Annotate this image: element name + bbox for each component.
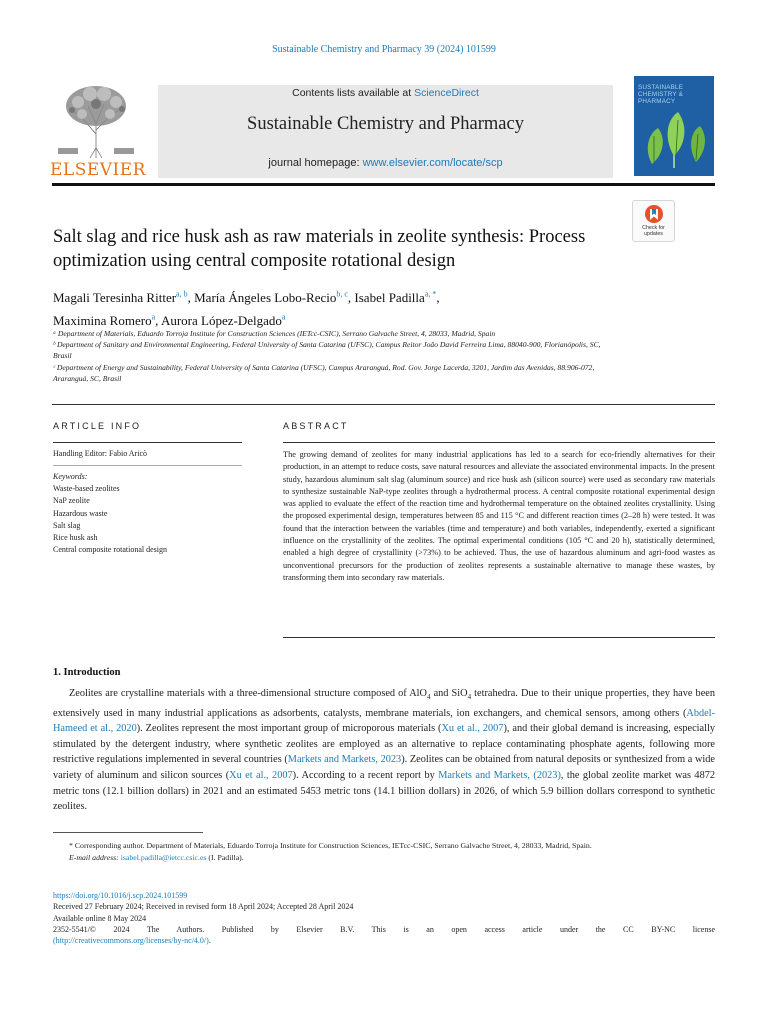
- article-info-divider: [53, 465, 242, 466]
- check-updates-label: Check for updates: [642, 225, 665, 237]
- cover-title: SUSTAINABLE CHEMISTRY & PHARMACY: [638, 84, 684, 105]
- keywords-heading: Keywords:: [53, 472, 88, 481]
- citation-link[interactable]: Abdel-Hameed et al., 2020: [53, 707, 715, 735]
- introduction-heading: 1. Introduction: [53, 667, 121, 678]
- author[interactable]: Maximina Romero$^a$,: [53, 312, 161, 328]
- author[interactable]: Magali Teresinha Ritter$^{a, b}$,: [53, 290, 195, 306]
- sciencedirect-link[interactable]: ScienceDirect: [414, 87, 479, 99]
- citation-link[interactable]: Xu et al., 2007: [441, 723, 504, 735]
- author-list: [53, 285, 653, 330]
- article-info-rule: [53, 442, 242, 443]
- affiliation-a: ᵃ Department of Materials, Eduardo Torroja Institute for Construction Sciences (IETcc-CSIC), Serrano Galvache Street, 4, 28033, Madrid, Spain: [53, 329, 496, 338]
- email-line: E-mail address: isabel.padilla@ietcc.csic.es (I. Padilla).: [69, 853, 244, 862]
- keyword: Rice husk ash: [53, 533, 98, 543]
- abstract-bottom-rule: [283, 637, 715, 638]
- journal-title: Sustainable Chemistry and Pharmacy: [247, 114, 524, 134]
- journal-banner: [158, 85, 613, 178]
- header-rule: [52, 183, 715, 186]
- handling-editor: Handling Editor: Fabio Aricò: [53, 449, 147, 458]
- introduction-paragraph: Zeolites are crystalline materials with a three-dimensional structure composed of AlO$_4$ and SiO$_4$ tetrahedra. Due to their unique properties, they have been extensively used in many industrial applications as adsorbents, catalysts, membrane materials, ion exchangers, and chemical sensors, among others (Abdel-Hameed et al., 2020). Zeolites represent the most important group of microporous materials (Xu et al., 2007), and their global demand is increasing, especially stimulated by the detergent industry, where synthetic zeolites are employed as an alternative to replace contaminating phosphate agents, following more restrictive regulations implemented in several countries (Markets and Markets, 2023). Zeolites can be obtained from natural deposits or synthesized from a wide variety of aluminum and silicon sources (Xu et al., 2007). According to a recent report by Markets and Markets, (2023), the global zeolite market was 4872 metric tons (12.1 billion dollars) in 2021 and an estimated 5453 metric tons (14.1 billion dollars) in 2026, of which 5.9 billion dollars correspond to synthetic zeolites.: [53, 688, 716, 813]
- keyword: NaP zeolite: [53, 496, 90, 506]
- article-title: Salt slag and rice husk ash as raw materials in zeolite synthesis: Process optimization using central composite rotational design: [53, 227, 586, 271]
- affiliations: [53, 328, 618, 384]
- homepage-line: [158, 157, 613, 169]
- author-email-link[interactable]: isabel.padilla@ietcc.csic.es: [120, 853, 207, 862]
- license-statement: 2352-5541/© 2024 The Authors. Published by Elsevier B.V. This is an open access article under the CC BY-NC license: [53, 924, 715, 934]
- keyword: Central composite rotational design: [53, 545, 167, 555]
- doi-link[interactable]: https://doi.org/10.1016/j.scp.2024.101599: [53, 891, 188, 900]
- contents-line: [158, 87, 613, 99]
- footnotes: [53, 840, 715, 864]
- keyword: Waste-based zeolites: [53, 484, 120, 494]
- corresponding-author-note: * Corresponding author. Department of Materials, Eduardo Torroja Institute for Construction Sciences, IETcc-CSIC, Serrano Galvache Street, 4, 28033, Madrid, Spain.: [69, 841, 592, 850]
- received-dates: Received 27 February 2024; Received in revised form 18 April 2024; Accepted 28 April 2024: [53, 902, 354, 912]
- homepage-prefix: journal homepage:: [268, 157, 363, 169]
- journal-citation: Sustainable Chemistry and Pharmacy 39 (2024) 101599: [272, 44, 496, 55]
- available-online: Available online 8 May 2024: [53, 913, 147, 923]
- abstract-text: The growing demand of zeolites for many industrial applications has led to a search for eco-friendly alternatives for their production, in an attempt to reduce costs, save natural resources and alleviate the associated environmental impacts. In the present study, hazardous aluminum salt slag (aluminum source) and rice husk ash (silicon source) were used as secondary raw materials to synthesize sustainable NaP-type zeolites through a hydrothermal process. A central composite rotational experimental design was applied to evaluate the effect of the reaction time and hydrothermal temperature on the obtained zeolites crystallinity. Using the proposed experimental design, temperatures between 85 and 115 °C and different reaction times (2–28 h) were tested. It was found that the interaction between the variables (time and temperature) and both variables, independently, exerted a significant influence on the crystallinity of the zeolites. The optimal experimental conditions (105 °C and 20 h), statistically determined, enabled a high degree of crystallinity (>73%) to be achieved. Thus, the use of hazardous aluminum and agri-food wastes as unconventional precursors for the production of zeolites represents a sustainable alternative to manage these wastes, by transforming them into secondary raw materials.: [283, 450, 715, 582]
- section-rule: [52, 404, 715, 405]
- check-for-updates-button[interactable]: [632, 200, 675, 242]
- contents-prefix: Contents lists available at: [292, 87, 415, 99]
- author[interactable]: Aurora López-Delgado$^a$: [160, 312, 286, 328]
- citation-link[interactable]: Markets and Markets, 2023: [287, 754, 402, 766]
- citation-link[interactable]: Markets and Markets, (2023): [438, 770, 561, 782]
- author[interactable]: Isabel Padilla$^{a, *}$,: [354, 290, 440, 306]
- cover-leaves-icon: [634, 76, 714, 176]
- author[interactable]: María Ángeles Lobo-Recio$^{b, c}$,: [194, 290, 355, 306]
- license-link[interactable]: (http://creativecommons.org/licenses/by-nc/4.0/): [53, 936, 209, 946]
- elsevier-wordmark: ELSEVIER: [50, 160, 146, 180]
- affiliation-b: ᵇ Department of Sanitary and Environmental Engineering, Federal University of Santa Catarina (UFSC), Campus Reitor João David Ferreira Lima, 88040-900, Florianópolis, SC, Brasil: [53, 340, 601, 361]
- keyword: Hazardous waste: [53, 508, 108, 518]
- footnote-rule: [53, 832, 203, 833]
- keyword: Salt slag: [53, 520, 81, 530]
- journal-cover[interactable]: [634, 76, 714, 176]
- article-info-heading: ARTICLE INFO: [53, 421, 142, 431]
- introduction-body: [53, 686, 715, 815]
- abstract-rule: [283, 442, 715, 443]
- keywords-block: [53, 471, 243, 556]
- abstract-heading: ABSTRACT: [283, 421, 349, 431]
- publication-info: https://doi.org/10.1016/j.scp.2024.101599 Received 27 February 2024; Received in revised form 18 April 2024; Accepted 28 April 2024 Available online 8 May 2024 2352-5541/© 2024 The Authors. Published by Elsevier B.V. This is an open access article under the CC BY-NC license (http://creativecommons.org/licenses/by-nc/4.0/).: [53, 891, 715, 946]
- citation-link[interactable]: Xu et al., 2007: [229, 770, 293, 782]
- journal-homepage-link[interactable]: www.elsevier.com/locate/scp: [362, 157, 503, 169]
- affiliation-c: ᶜ Department of Energy and Sustainability, Federal University of Santa Catarina (UFSC), Campus Araranguá, Rod. Gov. Jorge Lacerda, 3201, Jardim das Avenidas, 88.906-072, Araranguá, SC, Brasil: [53, 362, 595, 383]
- bookmark-icon: [644, 204, 664, 224]
